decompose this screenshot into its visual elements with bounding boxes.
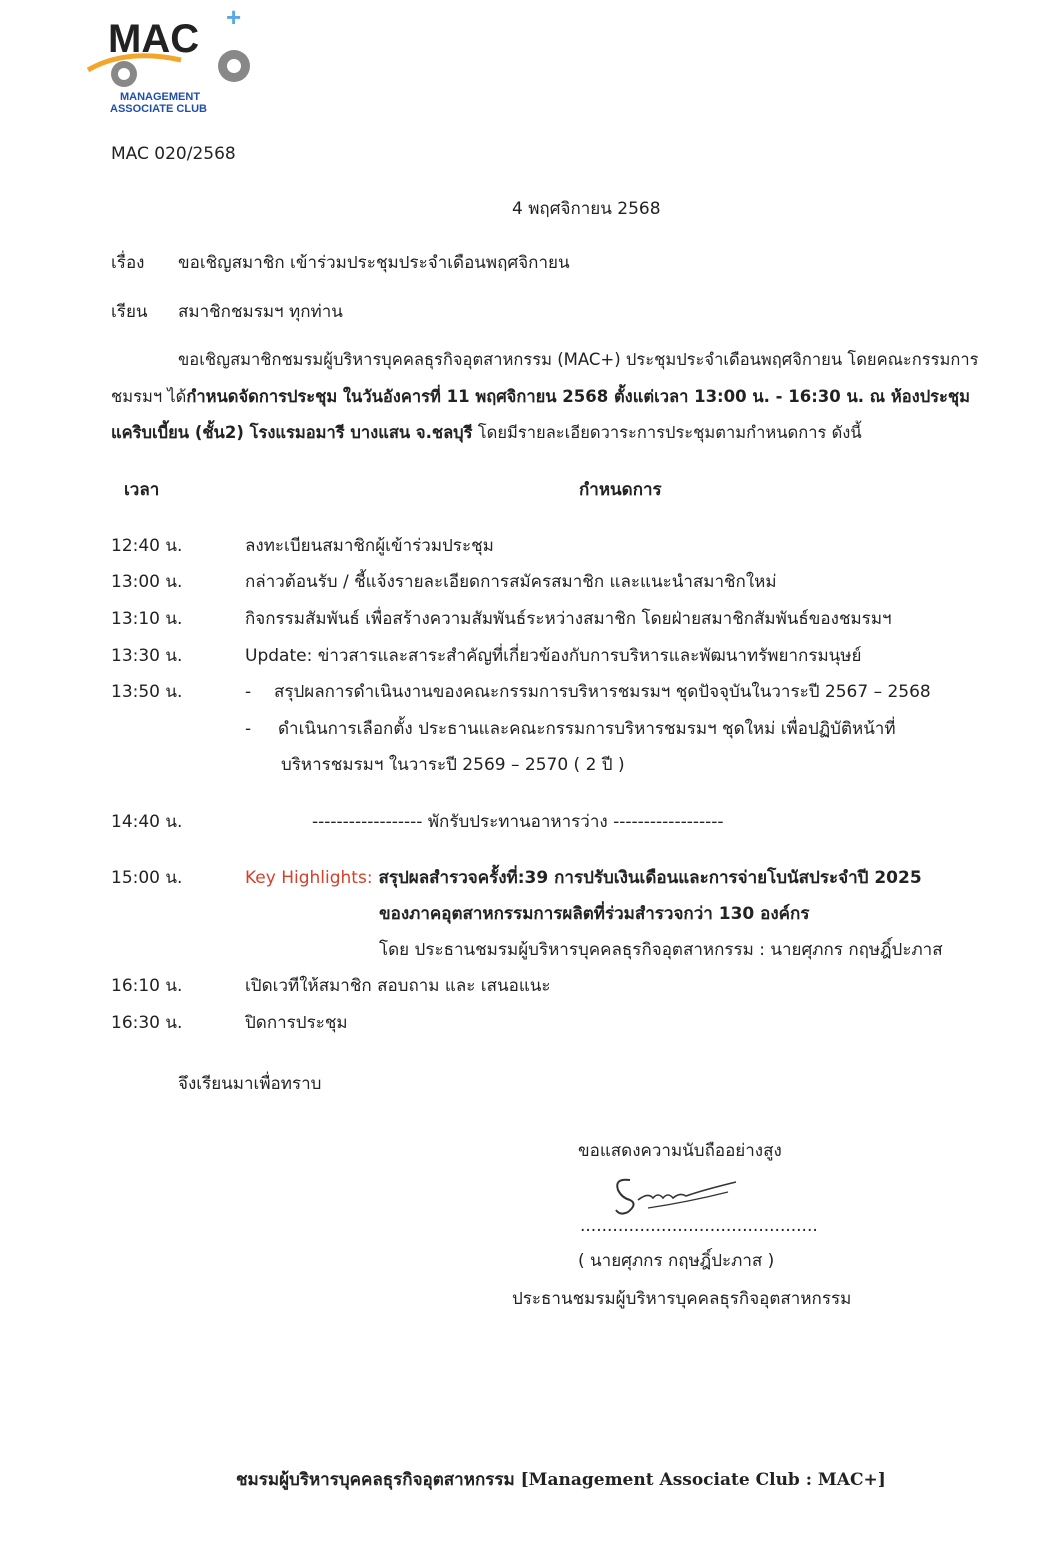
intro-line-3 (111, 422, 862, 444)
signature-dots: ............................................ (580, 1216, 818, 1236)
agenda-text: กล่าวต้อนรับ / ชี้แจ้งรายละเอียดการสมัครสมาชิก และแนะนำสมาชิกใหม่ (245, 572, 777, 592)
agenda-time: 16:10 น. (111, 976, 183, 996)
agenda-text: ปิดการประชุม (245, 1013, 348, 1033)
agenda-presenter: โดย ประธานชมรมผู้บริหารบุคคลธุรกิจอุตสาหกรรม : นายศุภกร กฤษฎิ์ปะภาส (379, 940, 943, 960)
to-text: สมาชิกชมรมฯ ทุกท่าน (178, 302, 343, 322)
agenda-text: Update: ข่าวสารและสาระสำคัญที่เกี่ยวข้องกับการบริหารและพัฒนาทรัพยากรมนุษย์ (245, 646, 862, 666)
subject-label: เรื่อง (111, 253, 145, 273)
signer-name: ( นายศุภกร กฤษฎิ์ปะภาส ) (578, 1251, 775, 1271)
agenda-time: 15:00 น. (111, 868, 183, 888)
logo-plus: + (226, 8, 242, 32)
to-label: เรียน (111, 302, 148, 322)
agenda-time: 13:30 น. (111, 646, 183, 666)
intro-line-2-bold: กำหนดจัดการประชุม ในวันอังคารที่ 11 พฤศจิกายน 2568 ตั้งแต่เวลา 13:00 น. - 16:30 น. ณ ห้องประชุม (186, 387, 970, 406)
closing-text: จึงเรียนมาเพื่อทราบ (178, 1074, 322, 1094)
reference-number: MAC 020/2568 (111, 144, 236, 164)
agenda-text-continued: บริหารชมรมฯ ในวาระปี 2569 – 2570 ( 2 ปี ) (281, 755, 625, 775)
document-date: 4 พฤศจิกายน 2568 (512, 199, 661, 219)
intro-line-3-normal: โดยมีรายละเอียดวาระการประชุมตามกำหนดการ ดังนี้ (472, 423, 862, 442)
agenda-time: 14:40 น. (111, 812, 183, 832)
agenda-break: ------------------ พักรับประทานอาหารว่าง ------------------ (312, 812, 724, 832)
intro-line-2 (111, 386, 970, 408)
intro-line-2-normal: ชมรมฯ ได้ (111, 387, 187, 406)
intro-line-3-bold: แคริบเบี้ยน (ชั้น2) โรงแรมอมารี บางแสน จ.ชลบุรี (111, 423, 473, 442)
agenda-text: เปิดเวทีให้สมาชิก สอบถาม และ เสนอแนะ (245, 976, 551, 996)
agenda-text: ลงทะเบียนสมาชิกผู้เข้าร่วมประชุม (245, 536, 494, 556)
subject-text: ขอเชิญสมาชิก เข้าร่วมประชุมประจำเดือนพฤศจิกายน (178, 253, 570, 273)
mac-logo (86, 8, 266, 118)
key-highlights-label: Key Highlights: (245, 868, 373, 888)
footer-club-name: ชมรมผู้บริหารบุคคลธุรกิจอุตสาหกรรม [Management Associate Club : MAC+] (236, 1470, 886, 1490)
agenda-text: สรุปผลการดำเนินงานของคณะกรรมการบริหารชมรมฯ ชุดปัจจุบันในวาระปี 2567 – 2568 (274, 682, 931, 702)
regards-text: ขอแสดงความนับถืออย่างสูง (578, 1141, 782, 1161)
logo-line1: MANAGEMENT (120, 91, 201, 103)
signer-title: ประธานชมรมผู้บริหารบุคคลธุรกิจอุตสาหกรรม (512, 1289, 852, 1309)
agenda-time: 13:10 น. (111, 609, 183, 629)
agenda-time: 16:30 น. (111, 1013, 183, 1033)
header-time: เวลา (124, 480, 160, 500)
agenda-text: สรุปผลสำรวจครั้งที่:39 การปรับเงินเดือนและการจ่ายโบนัสประจำปี 2025 (372, 868, 922, 888)
agenda-text: กิจกรรมสัมพันธ์ เพื่อสร้างความสัมพันธ์ระหว่างสมาชิก โดยฝ่ายสมาชิกสัมพันธ์ของชมรมฯ (245, 609, 892, 629)
agenda-text-continued: ของภาคอุตสาหกรรมการผลิตที่ร่วมสำรวจกว่า 130 องค์กร (379, 904, 810, 924)
intro-line-1: ขอเชิญสมาชิกชมรมผู้บริหารบุคคลธุรกิจอุตสาหกรรม (MAC+) ประชุมประจำเดือนพฤศจิกายน โดยคณะกรรมการ (178, 350, 979, 369)
agenda-dash: - (245, 682, 252, 702)
logo-letters: MAC (108, 17, 200, 61)
agenda-time: 13:00 น. (111, 572, 183, 592)
agenda-dash: - (245, 719, 252, 739)
agenda-text: ดำเนินการเลือกตั้ง ประธานและคณะกรรมการบริหารชมรมฯ ชุดใหม่ เพื่อปฏิบัติหน้าที่ (278, 719, 896, 739)
header-agenda: กำหนดการ (579, 480, 662, 500)
agenda-time: 13:50 น. (111, 682, 183, 702)
handwritten-signature (608, 1170, 748, 1220)
logo-line2: ASSOCIATE CLUB (110, 103, 207, 115)
agenda-time: 12:40 น. (111, 536, 183, 556)
agenda-highlight-line (245, 867, 922, 889)
